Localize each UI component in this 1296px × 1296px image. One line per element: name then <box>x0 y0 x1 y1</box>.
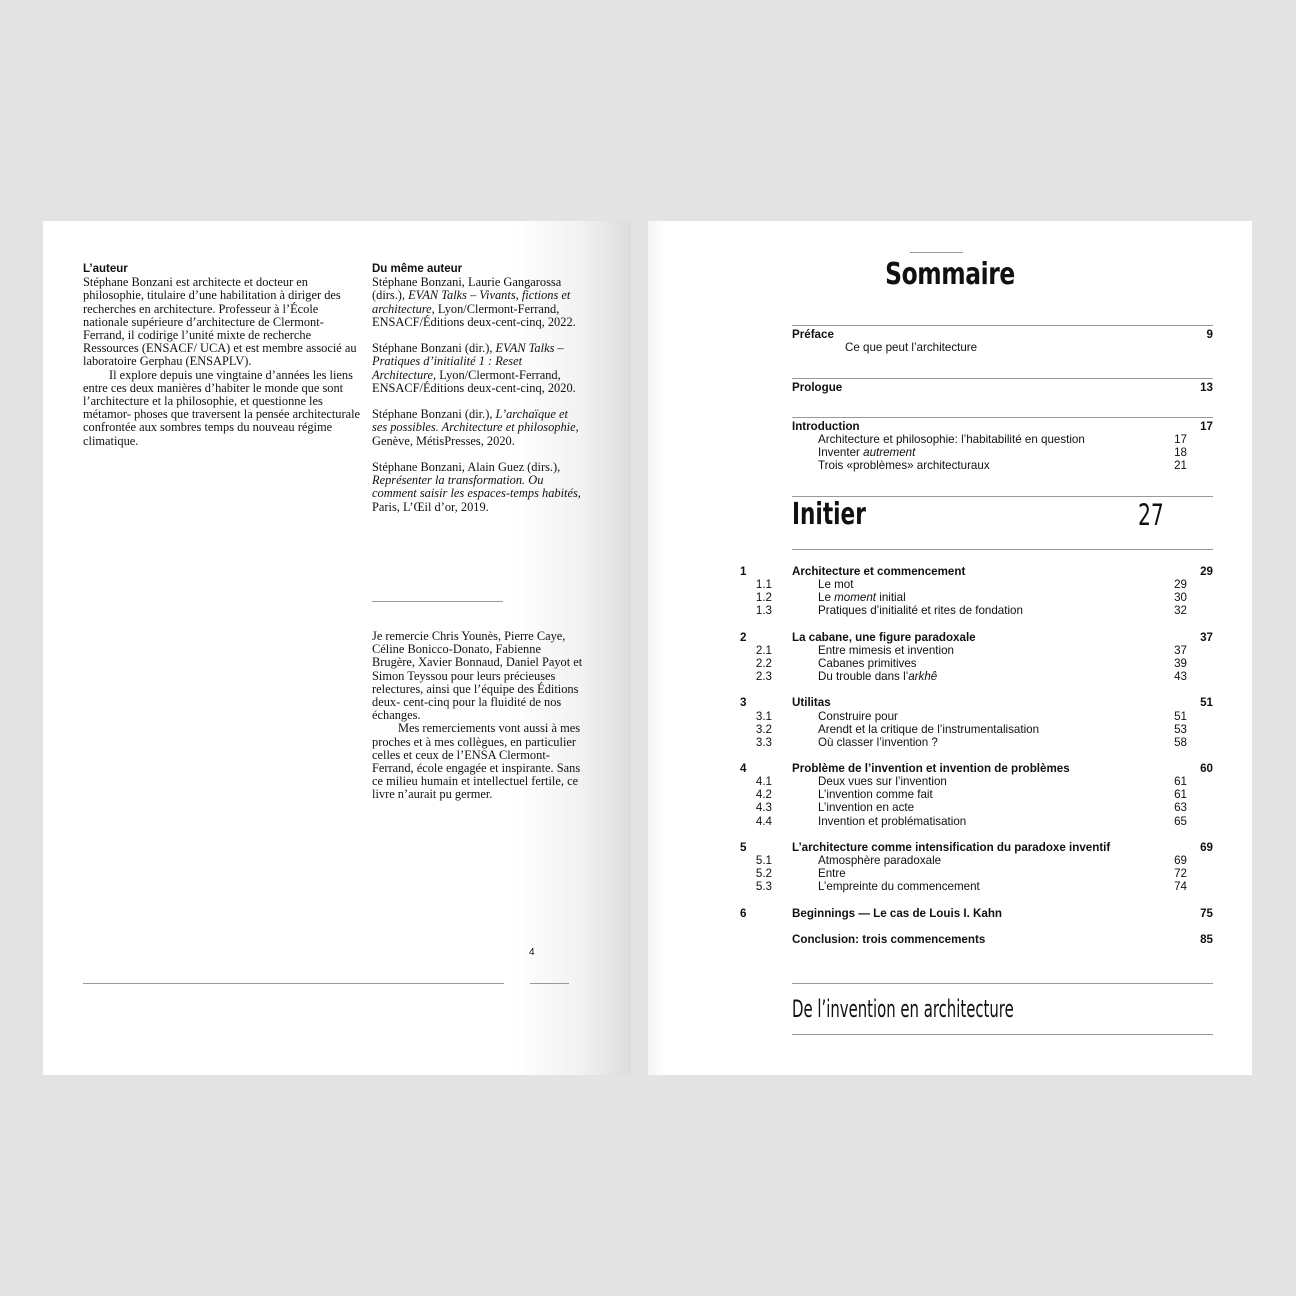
toc-subentry <box>648 459 1252 472</box>
right-page <box>648 221 1252 1075</box>
bib-title: EVAN Talks – Pratiques d’initialité 1 : Reset Architecture <box>372 341 564 382</box>
section-page: 61 <box>1174 788 1187 802</box>
left-page <box>43 221 631 1075</box>
section-title-text: Cabanes primitives <box>818 656 917 670</box>
section-page: 51 <box>1174 709 1187 723</box>
toc-chapter <box>648 841 1252 854</box>
acknowledgements-paragraph: Mes remerciements vont aussi à mes proches et à mes collègues, en particulier celles et ceux de l’ENSA Clermont-Ferrand, école engagée et inspirante. Sans ce milieu humain et intellectuel fertile, ce livre n’aurait pu germer. <box>372 721 581 802</box>
same-author-heading: Du même auteur <box>372 263 463 275</box>
author-bio-paragraph: Il explore depuis une vingtaine d’années les liens entre ces deux manières d’habiter le monde que sont l’architecture et la philosophie, et questionne les métamor- phoses que traversent la pensée architecturale confrontée aux sombres temps du nouveau régime climatique. <box>83 367 361 448</box>
section-number: 4.2 <box>755 788 772 802</box>
section-page: 39 <box>1174 656 1187 670</box>
toc-chapter <box>648 762 1252 775</box>
section-title-text: Où classer l’invention ? <box>818 735 938 749</box>
footer-rule <box>792 983 1213 984</box>
section-title <box>818 723 1039 736</box>
section-title <box>818 670 937 683</box>
section-number: 2.2 <box>755 656 772 670</box>
toc-section <box>648 604 1252 617</box>
toc-section <box>648 644 1252 657</box>
author-bio-paragraph: Stéphane Bonzani est architecte et docteur en philosophie, titulaire d’une habilitation à diriger des recherches en architecture. Professeur à l’École nationale supérieure d’architecture de Clermont-Ferrand, il codirige l’unité mixte de recherche Ressources (ENSACF/ UCA) et est membre associé au laboratoire Gerphau (ENSAPLV). <box>83 275 357 369</box>
section-title <box>818 736 938 749</box>
section-page: 30 <box>1174 591 1187 605</box>
subentry-page: 17 <box>1174 433 1187 446</box>
section-title <box>818 867 846 880</box>
section-number: 3.3 <box>755 735 772 749</box>
section-page: 72 <box>1174 867 1187 881</box>
bib-authors: Stéphane Bonzani (dir.), <box>372 407 496 422</box>
bib-publisher: , Genève, MétisPresses, 2020. <box>372 420 579 448</box>
toc-section <box>648 578 1252 591</box>
section-title-text: Pratiques d’initialité et rites de fondation <box>818 604 1023 618</box>
toc-section <box>648 657 1252 670</box>
section-number: 2.3 <box>755 670 772 683</box>
subentry-title-text: Inventer <box>818 446 864 459</box>
chapter-page: 37 <box>1200 630 1213 644</box>
entry-subtitle: Ce que peut l’architecture <box>845 341 978 354</box>
section-page: 65 <box>1174 814 1187 828</box>
section-number: 3.1 <box>755 709 772 723</box>
section-title-text: L’invention en acte <box>818 801 915 815</box>
bib-authors: Stéphane Bonzani (dir.), <box>372 341 496 356</box>
chapter-page: 51 <box>1200 696 1213 710</box>
chapter-title: Problème de l’invention et invention de problèmes <box>792 762 1070 776</box>
toc-chapter <box>648 631 1252 644</box>
section-title-text: Arendt et la critique de l’instrumentalisation <box>818 722 1040 736</box>
subentry-page: 18 <box>1174 446 1187 459</box>
entry-title: Prologue <box>792 381 843 394</box>
section-title-text: Du trouble dans l’ <box>818 670 909 683</box>
bib-authors: Stéphane Bonzani, Laurie Gangarossa (dirs.), <box>372 275 562 303</box>
toc-section <box>648 854 1252 867</box>
bibliography-entry <box>372 342 584 395</box>
toc-entry-preface-subtitle <box>648 341 1252 354</box>
section-rule <box>792 417 1213 418</box>
subentry-title-italic: autrement <box>863 446 916 459</box>
section-title-text: L’invention comme fait <box>818 788 933 802</box>
section-title-text: Atmosphère paradoxale <box>818 854 942 867</box>
chapter-title: L’architecture comme intensification du paradoxe inventif <box>792 840 1111 854</box>
section-title <box>818 788 933 801</box>
chapter-number: 1 <box>740 565 747 578</box>
section-number: 1.1 <box>755 578 772 592</box>
chapter-page: 69 <box>1200 840 1213 854</box>
section-title-text: Le mot <box>818 578 854 592</box>
section-title <box>818 775 947 788</box>
bib-publisher: , Lyon/Clermont-Ferrand, ENSACF/Éditions deux-cent-cinq, 2020. <box>372 367 576 395</box>
section-page: 61 <box>1174 775 1187 789</box>
section-title-text: Deux vues sur l’invention <box>818 775 947 789</box>
entry-page: 85 <box>1200 933 1213 946</box>
section-number: 3.2 <box>755 722 772 736</box>
bib-authors: Stéphane Bonzani, Alain Guez (dirs.), <box>372 460 561 474</box>
section-page: 69 <box>1174 854 1187 867</box>
chapter-title: Utilitas <box>792 696 831 710</box>
section-title <box>818 591 906 604</box>
toc-section <box>648 591 1252 604</box>
subentry-title <box>818 446 915 459</box>
entry-title: Introduction <box>792 420 860 433</box>
section-title <box>818 710 898 723</box>
section-number: 1.3 <box>755 604 772 618</box>
acknowledgements-paragraph: Je remercie Chris Younès, Pierre Caye, Céline Bonicco-Donato, Fabienne Brugère, Xavier Bonnaud, Daniel Payot et Simon Teyssou pour leurs précieuses relectures, ainsi que l’équipe des Éditions deux- cent-cinq pour la fluidité de nos échanges. <box>372 629 583 723</box>
toc-section <box>648 867 1252 880</box>
footer-rule <box>792 1034 1213 1035</box>
section-number: 5.3 <box>755 880 772 894</box>
section-page: 43 <box>1174 670 1187 683</box>
section-page: 29 <box>1174 578 1187 592</box>
footer-rule <box>83 983 504 984</box>
toc-section <box>648 710 1252 723</box>
page-number: 4 <box>529 947 535 958</box>
section-title-text: Entre mimesis et invention <box>818 643 954 657</box>
section-title <box>818 604 1023 617</box>
chapter-title: Beginnings — Le cas de Louis I. Kahn <box>792 906 1003 920</box>
section-rule <box>792 378 1213 379</box>
chapter-number: 3 <box>740 696 747 710</box>
part-page: 27 <box>1138 498 1164 532</box>
chapter-number: 5 <box>740 840 747 854</box>
toc-section <box>648 880 1252 893</box>
section-number: 5.1 <box>755 854 772 867</box>
section-title <box>818 854 941 867</box>
section-title <box>818 880 980 893</box>
section-page: 37 <box>1174 643 1187 657</box>
chapter-number: 4 <box>740 762 747 776</box>
toc-section <box>648 736 1252 749</box>
section-title-text: Le <box>818 591 835 605</box>
bib-title: L’archaïque et ses possibles. Architecture et philosophie <box>372 407 576 435</box>
part-title: Initier <box>792 497 866 532</box>
subentry-page: 21 <box>1174 459 1187 472</box>
chapter-number: 2 <box>740 630 747 644</box>
book-title: De l’invention en architecture <box>792 995 1014 1023</box>
section-title-italic: arkhê <box>908 670 938 683</box>
section-title-text: Construire pour <box>818 709 898 723</box>
section-number: 4.1 <box>755 775 772 789</box>
subentry-title: Architecture et philosophie: l’habitabilité en question <box>818 433 1085 446</box>
entry-page: 9 <box>1206 328 1213 341</box>
section-title <box>818 657 917 670</box>
chapter-number: 6 <box>740 906 747 920</box>
section-title <box>818 578 853 591</box>
section-page: 74 <box>1174 880 1187 894</box>
section-number: 5.2 <box>755 867 772 881</box>
section-rule <box>792 325 1213 326</box>
toc-chapter <box>648 696 1252 709</box>
section-title-text: Invention et problématisation <box>818 814 967 828</box>
toc-section <box>648 723 1252 736</box>
section-number: 4.3 <box>755 801 772 815</box>
section-number: 2.1 <box>755 643 772 657</box>
section-title <box>818 801 914 814</box>
chapter-title: Architecture et commencement <box>792 565 966 578</box>
section-title <box>818 644 954 657</box>
toc-entry-preface <box>648 328 1252 341</box>
toc-subentry <box>648 433 1252 446</box>
section-title-text: initial <box>876 591 906 605</box>
toc-subentry <box>648 446 1252 459</box>
bib-title: Représenter la transformation. Ou comment saisir les espaces-temps habités <box>372 473 578 501</box>
footer-rule <box>530 983 569 984</box>
toc-chapter <box>648 565 1252 578</box>
section-title-text: L’empreinte du commencement <box>818 880 980 894</box>
section-page: 53 <box>1174 722 1187 736</box>
bibliography-entry <box>372 461 584 514</box>
section-page: 63 <box>1174 801 1187 815</box>
toc-section <box>648 815 1252 828</box>
toc-section <box>648 670 1252 683</box>
author-block <box>83 263 363 448</box>
chapter-title: La cabane, une figure paradoxale <box>792 630 976 644</box>
chapter-page: 29 <box>1200 565 1213 578</box>
toc-chapter <box>648 907 1252 920</box>
title-rule <box>910 252 963 253</box>
toc-entry-introduction <box>648 420 1252 433</box>
section-rule <box>792 549 1213 550</box>
page-title: Sommaire <box>885 257 1015 292</box>
entry-title: Conclusion: trois commencements <box>792 933 986 946</box>
chapter-page: 60 <box>1200 762 1213 776</box>
chapter-page: 75 <box>1200 906 1213 920</box>
bibliography-entry <box>372 408 584 448</box>
bibliography-block <box>372 263 584 527</box>
author-heading: L’auteur <box>83 263 128 275</box>
section-number: 1.2 <box>755 591 772 605</box>
toc-section <box>648 788 1252 801</box>
toc-section <box>648 775 1252 788</box>
entry-page: 17 <box>1200 420 1213 433</box>
section-title <box>818 815 966 828</box>
bib-title: EVAN Talks – Vivants, fictions et architecture <box>372 288 571 316</box>
toc-entry-conclusion <box>648 933 1252 946</box>
section-page: 32 <box>1174 604 1187 618</box>
subentry-title: Trois «problèmes» architecturaux <box>818 459 990 472</box>
toc-section <box>648 801 1252 814</box>
bib-publisher: , Paris, L’Œil d’or, 2019. <box>372 486 581 514</box>
bib-publisher: , Lyon/Clermont-Ferrand, ENSACF/Éditions deux-cent-cinq, 2022. <box>372 301 576 329</box>
divider <box>372 601 503 602</box>
section-number: 4.4 <box>755 814 772 828</box>
section-title-text: Entre <box>818 867 846 881</box>
bibliography-entry <box>372 276 584 329</box>
entry-title: Préface <box>792 328 834 341</box>
acknowledgements-block <box>372 630 587 802</box>
toc-entry-prologue <box>648 381 1252 394</box>
section-page: 58 <box>1174 735 1187 749</box>
section-title-italic: moment <box>834 591 877 605</box>
entry-page: 13 <box>1200 381 1213 394</box>
